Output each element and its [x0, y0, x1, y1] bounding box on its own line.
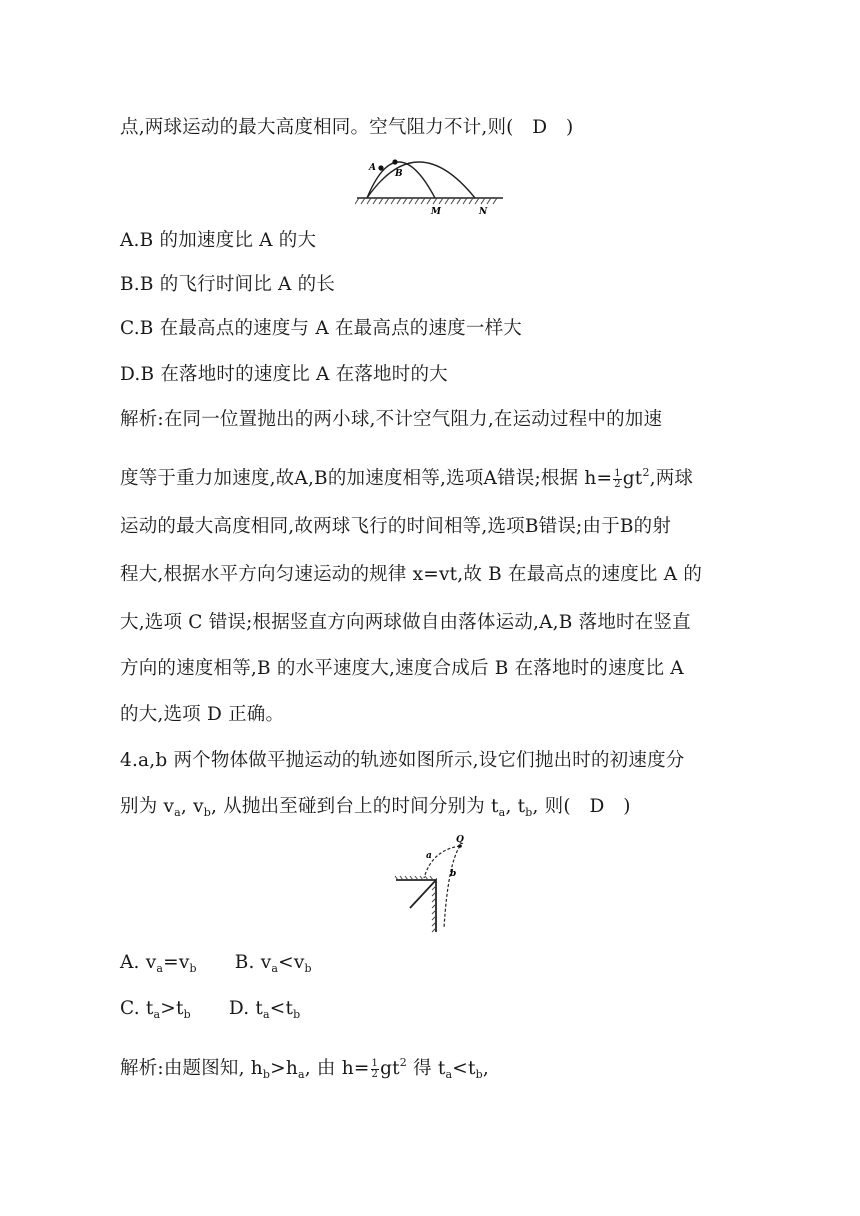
label-q: Q: [456, 835, 464, 845]
label-b: B: [395, 169, 403, 179]
fraction-half: $\frac{1}{2}$: [614, 467, 621, 490]
q4-option-d: D. $t_a<t_b$: [228, 998, 301, 1021]
q4-option-b: B. $v_a<v_b$: [234, 952, 312, 975]
q4-projectile-figure: [392, 830, 482, 934]
label-a: A: [369, 163, 376, 173]
fraction-half: $\frac{1}{2}$: [371, 1057, 379, 1080]
q3-analysis-line4: 程大,根据水平方向匀速运动的规律 x=vt,故 B 在最高点的速度比 A 的: [120, 564, 703, 585]
q4-stem-line2: 别为 $v_a$, $v_b$, 从抛出至碰到台上的时间分别为 $t_a$, $t_b$, 则( D ): [120, 796, 631, 819]
q3-option-d: D.B 在落地时的速度比 A 在落地时的大: [120, 364, 448, 385]
q3-option-b: B.B 的飞行时间比 A 的长: [120, 274, 336, 295]
label-b: b: [450, 869, 457, 879]
q4-option-c: C. $t_a>t_b$: [120, 998, 191, 1021]
q3-projectile-figure: [355, 148, 505, 218]
q3-option-c: C.B 在最高点的速度与 A 在最高点的速度一样大: [120, 318, 522, 339]
q4-options-row2: [120, 996, 300, 1028]
label-n: N: [479, 207, 488, 217]
q3-analysis-line7: 的大,选项 D 正确。: [120, 704, 285, 725]
trajectory-b: [444, 846, 460, 928]
q3-analysis-line1: 解析:在同一位置抛出的两小球,不计空气阻力,在运动过程中的加速: [120, 409, 663, 430]
q3-analysis-line3: 运动的最大高度相同,故两球飞行的时间相等,选项B错误;由于B的射: [120, 516, 672, 537]
label-m: M: [431, 207, 441, 217]
q3-analysis-line5: 大,选项 C 错误;根据竖直方向两球做自由落体运动,A,B 落地时在竖直: [120, 612, 691, 633]
q4-option-a: A. $v_a=v_b$: [120, 952, 197, 975]
ball-b: [392, 159, 397, 164]
q4-analysis-line: 解析:由题图知, $h_b>h_a$, 由 h= $\frac{1}{2}$ $gt^2$ 得 $t_a<t_b$,: [120, 1056, 489, 1081]
q4-stem-line1: 4.a,b 两个物体做平抛运动的轨迹如图所示,设它们抛出时的初速度分: [120, 750, 685, 771]
q3-option-a: A.B 的加速度比 A 的大: [120, 230, 317, 251]
q3-stem-line: 点,两球运动的最大高度相同。空气阻力不计,则( D ): [120, 117, 574, 138]
q3-analysis-line6: 方向的速度相等,B 的水平速度大,速度合成后 B 在落地时的速度比 A: [120, 658, 684, 679]
trajectory-a: [367, 162, 435, 198]
label-a: a: [426, 851, 432, 861]
q4-options-row1: [120, 950, 312, 982]
ball-a: [378, 165, 383, 170]
q3-analysis-line2: 度等于重力加速度,故A,B的加速度相等,选项A错误;根据 h= $\frac{1}{2}$ $gt^2$,两球: [120, 466, 694, 490]
